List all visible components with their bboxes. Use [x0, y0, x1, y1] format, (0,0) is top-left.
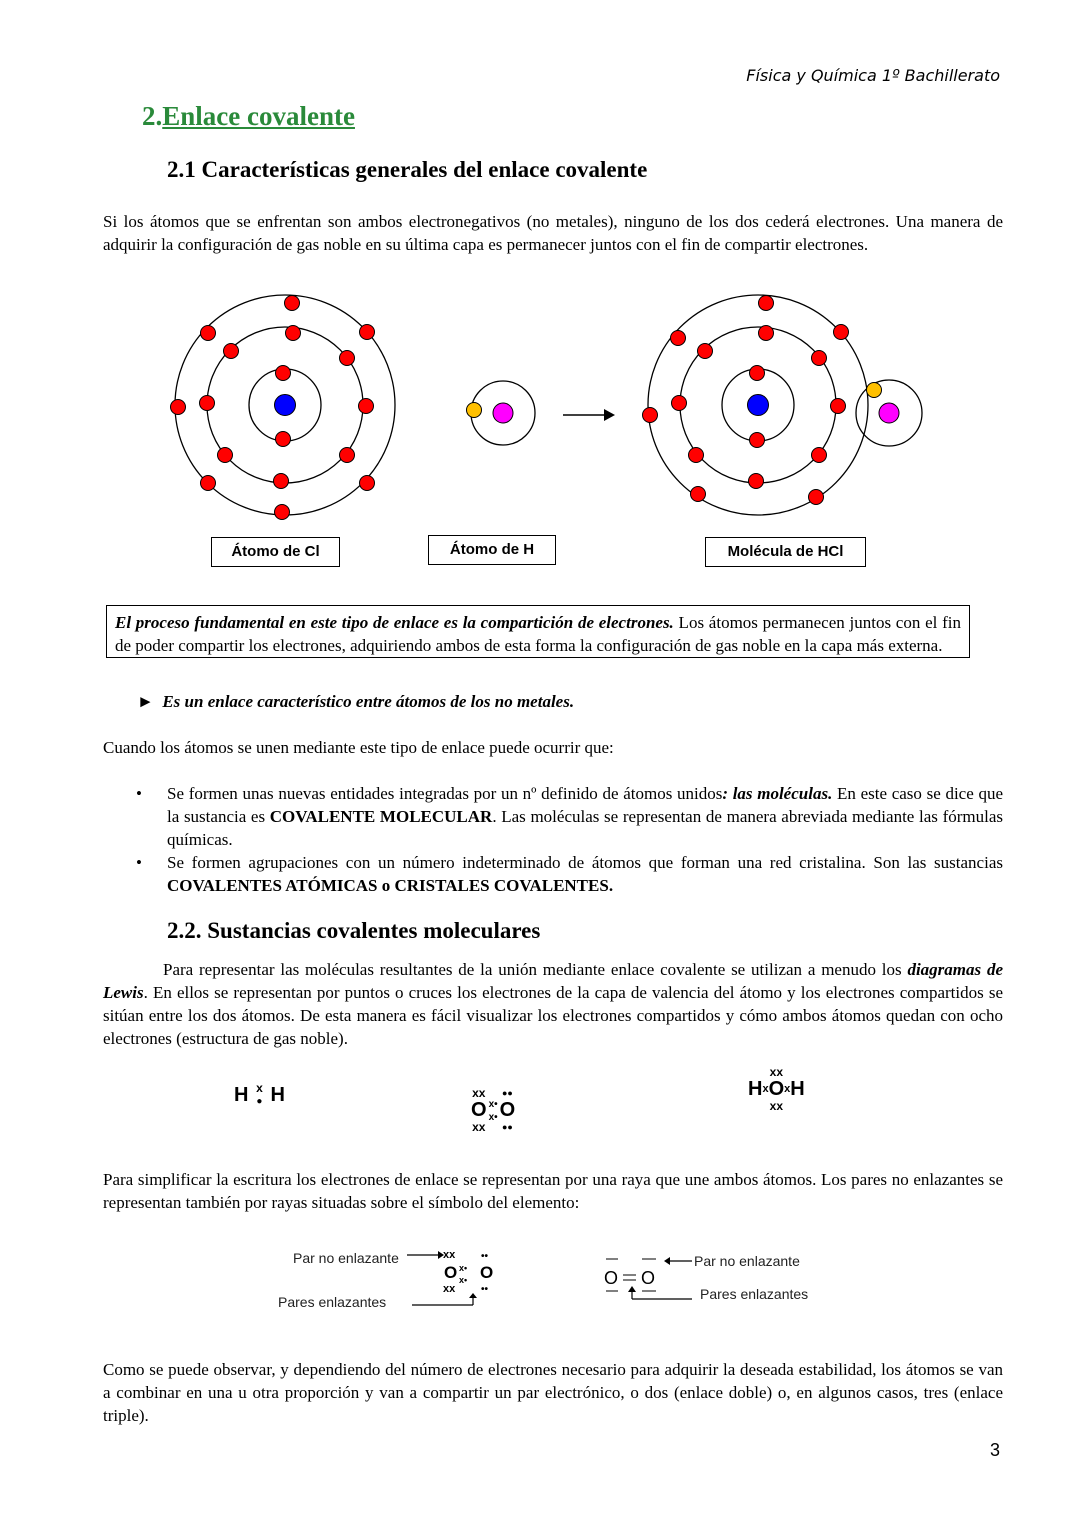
svg-text:O: O	[641, 1268, 656, 1288]
electron	[812, 448, 827, 463]
lewis-paragraph: Para representar las moléculas resultantes de la unión mediante enlace covalente se utilizan a menudo los diagramas de Lewis. En ellos se representan por puntos o cruces los electrones de la capa de valencia del átomo y los electrones compartidos se sitúan entre los dos átomos. De esta manera es fácil visualizar los electrones compartidos y cómo ambos átomos quedan con ocho electrones (estructura de gas noble).	[103, 960, 1003, 1048]
svg-text:••: ••	[481, 1284, 489, 1295]
electron	[698, 344, 713, 359]
annot-pares-enlazantes-left: Pares enlazantes	[278, 1294, 387, 1310]
intro-paragraph: Si los átomos que se enfrentan son ambos electronegativos (no metales), ninguno de los dos cederá electrones. Una manera de adquirir la configuración de gas noble en su última capa es permanecer juntos con el fin de compartir electrones.	[103, 212, 1003, 254]
label-cl-atom: Átomo de Cl	[211, 537, 340, 567]
svg-text:O: O	[480, 1263, 494, 1282]
simplify-paragraph: Para simplificar la escritura los electrones de enlace se representan por una raya que une ambos átomos. Los pares no enlazantes se representan también por rayas situadas sobre el símbolo del elemento:	[103, 1170, 1003, 1212]
svg-text:O: O	[604, 1268, 619, 1288]
section-title	[142, 101, 355, 132]
page-number: 3	[990, 1440, 1001, 1460]
electron	[276, 366, 291, 381]
electron	[809, 490, 824, 505]
key-concept-text: Los átomos permanecen juntos con el fin de poder compartir los electrones, adquiriendo ambos de esta forma la configuración de gas noble en la capa más externa.	[115, 613, 961, 655]
bullet-item: • Se formen agrupaciones con un número indeterminado de átomos que forman una red cristalina. Son las sustancias COVALENTES ATÓMICAS o CRISTALES COVALENTES.	[103, 851, 1003, 897]
svg-text:xx: xx	[443, 1249, 456, 1261]
lewis-h2: H x ● H	[234, 1081, 285, 1107]
electron	[340, 448, 355, 463]
svg-text:••: ••	[481, 1251, 489, 1262]
key-concept-box	[106, 605, 970, 658]
annot-par-no-enlazante-left: Par no enlazante	[293, 1250, 399, 1266]
electron	[201, 326, 216, 341]
electron	[879, 403, 899, 423]
subsection-title-2-2: 2.2. Sustancias covalentes moleculares	[167, 918, 541, 943]
lewis-simplified-diagram	[400, 1245, 700, 1315]
bullet-item: • Se formen unas nuevas entidades integradas por un nº definido de átomos unidos: las moléculas. En este caso se dice que la sustancia es COVALENTE MOLECULAR. Las moléculas se representan de manera abreviada mediante las fórmulas químicas.	[103, 782, 1003, 851]
electron	[285, 296, 300, 311]
svg-text:x•: x•	[459, 1263, 468, 1273]
electron	[759, 326, 774, 341]
electron	[812, 351, 827, 366]
svg-text:x•: x•	[459, 1275, 468, 1285]
atom-diagram	[0, 280, 1080, 540]
electron	[672, 396, 687, 411]
label-hcl-molecule: Molécula de HCl	[705, 537, 866, 567]
subsection-title-2-1: 2.1 Características generales del enlace covalente	[167, 157, 648, 182]
electron	[275, 505, 290, 520]
triangle-bullet-icon: ►	[137, 692, 163, 711]
key-concept-bold: El proceso fundamental en este tipo de enlace es la compartición de electrones.	[115, 613, 674, 632]
electron	[360, 325, 375, 340]
label-h-atom: Átomo de H	[428, 535, 556, 565]
electron	[671, 331, 686, 346]
electron	[748, 395, 769, 416]
electron	[749, 474, 764, 489]
lewis-o2: xx O xx x• x• ●● O ●●	[471, 1086, 516, 1134]
electron	[689, 448, 704, 463]
electron	[359, 399, 374, 414]
electron	[750, 366, 765, 381]
electron	[200, 396, 215, 411]
electron	[643, 408, 658, 423]
svg-text:xx: xx	[443, 1283, 456, 1295]
electron	[276, 432, 291, 447]
section-title-text: Enlace covalente	[162, 101, 355, 131]
electron	[831, 399, 846, 414]
arrow-head-icon	[604, 409, 615, 421]
lewis-h2o: H x xx O xx x H	[748, 1065, 805, 1113]
page-header: Física y Química 1º Bachillerato	[746, 66, 1000, 85]
electron	[493, 403, 513, 423]
section-number: 2.	[142, 101, 163, 131]
electron	[867, 383, 882, 398]
electron	[218, 448, 233, 463]
electron	[286, 326, 301, 341]
bullet-list	[103, 782, 1003, 897]
electron	[275, 395, 296, 416]
electron	[340, 351, 355, 366]
electron	[274, 474, 289, 489]
electron	[171, 400, 186, 415]
electron	[750, 433, 765, 448]
note-text: Es un enlace característico entre átomos de los no metales.	[162, 692, 575, 711]
electron	[834, 325, 849, 340]
electron	[360, 476, 375, 491]
svg-text:O: O	[444, 1263, 458, 1282]
electron	[691, 487, 706, 502]
annot-par-no-enlazante-right: Par no enlazante	[694, 1253, 800, 1269]
electron	[759, 296, 774, 311]
note-line	[137, 692, 574, 712]
electron	[467, 403, 482, 418]
annot-pares-enlazantes-right: Pares enlazantes	[700, 1286, 809, 1302]
final-paragraph: Como se puede observar, y dependiendo del número de electrones necesario para adquirir la deseada estabilidad, los átomos se van a combinar en una u otra proporción y van a compartir un par electrónico, o dos (enlace doble) o, en algunos casos, tres (enlace triple).	[103, 1360, 1003, 1425]
electron	[224, 344, 239, 359]
when-paragraph: Cuando los átomos se unen mediante este tipo de enlace puede ocurrir que:	[103, 738, 614, 757]
electron	[201, 476, 216, 491]
